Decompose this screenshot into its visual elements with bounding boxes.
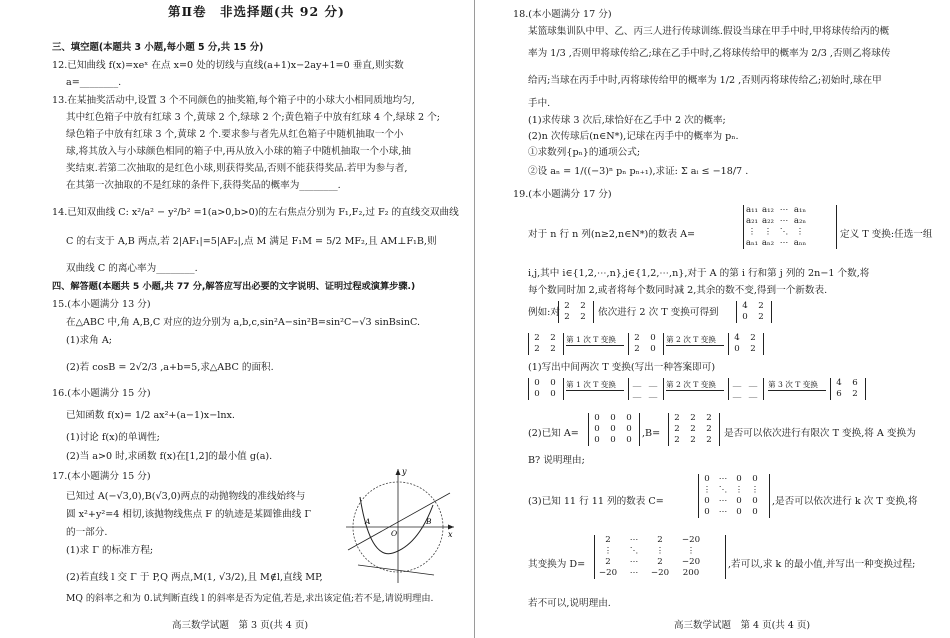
p1-blank-2[interactable]: __ __ __ __ xyxy=(728,378,764,400)
q19-def3: i,j,其中 i∈{1,2,⋯,n},j∈{1,2,⋯,n},对于 A 的第 i 行和第 j 列的 2n−1 个数,将 xyxy=(528,268,870,279)
q13-line4: 球,将其放入与小球颜色相同的箱子中,再从放入小球的箱子中随机抽取一个小球,抽 xyxy=(66,146,411,157)
chain-m2: 2 0 2 0 xyxy=(628,333,664,355)
p1-arrow-1 xyxy=(566,390,624,391)
q19-header: 19.(本小题满分 17 分) xyxy=(513,189,612,200)
q18-line4: 手中. xyxy=(528,98,551,109)
example-matrix-result: 4 2 0 2 xyxy=(736,301,772,323)
q17-stem1: 已知过 A(−√3,0),B(√3,0)两点的动抛物线的准线始终与 xyxy=(66,491,306,502)
q17-figure xyxy=(338,465,458,585)
q13-line2: 其中红色箱子中放有红球 3 个,黄球 2 个,绿球 2 个;黄色箱子中放有红球 4 个,绿球 2 个; xyxy=(66,112,441,123)
arrow-label-2: 第 2 次 T 变换 xyxy=(666,335,716,344)
q17-stem3: 的一部分. xyxy=(66,527,108,538)
q18-part2: (2)n 次传球后(n∈N*),记球在丙手中的概率为 pₙ. xyxy=(528,131,739,142)
q19-part2-d: B? 说明理由; xyxy=(528,455,585,466)
p1-arrow-2 xyxy=(666,390,724,391)
q19-def1: 对于 n 行 n 列(n≥2,n∈N*)的数表 A= xyxy=(528,229,696,240)
q13-line3: 绿色箱子中放有红球 3 个,黄球 2 个.要求参与者先从红色箱子中随机抽取一个小 xyxy=(66,129,404,140)
q12-line2: a=________. xyxy=(66,77,122,88)
q19-part3-e: 若不可以,说明理由. xyxy=(528,598,611,609)
section-title: 第Ⅱ卷 非选择题(共 92 分) xyxy=(168,4,345,19)
q14-line2: C 的右支于 A,B 两点,若 2|AF₁|=5|AF₂|,点 M 满足 F₁M = 5/2 MF₂,且 AM⊥F₁B,则 xyxy=(66,236,437,247)
matrix-c: 0 ⋯ 0 0 ⋮ ⋱ ⋮ ⋮ 0 ⋯ 0 0 0 ⋯ 0 0 xyxy=(698,474,770,518)
p1-arrow-label-2: 第 2 次 T 变换 xyxy=(666,380,716,389)
chain-m3: 4 2 0 2 xyxy=(728,333,764,355)
page4-footer: 高三数学试题 第 4 页(共 4 页) xyxy=(674,620,811,631)
q15-header: 15.(本小题满分 13 分) xyxy=(52,299,151,310)
q19-def4: 每个数同时加 2,或者将每个数同时减 2,其余的数不变,得到一个新数表. xyxy=(528,285,828,296)
line-l xyxy=(348,493,450,550)
q12-line1: 12.已知曲线 f(x)=xeˣ 在点 x=0 处的切线与直线(a+1)x−2ay+1=0 垂直,则实数 xyxy=(52,60,404,71)
q17-part2: (2)若直线 l 交 Γ 于 P,Q 两点,M(1, √3/2),且 M∉l,直线 MP, xyxy=(66,572,323,583)
q18-line2: 率为 1/3 ,否则甲将球传给乙;球在乙手中时,乙将球传给甲的概率为 2/3 ,否则乙将球传 xyxy=(528,48,891,59)
q18-line3: 给丙;当球在丙手中时,丙将球传给甲的概率为 1/2 ,否则丙将球传给乙;初始时,球在甲 xyxy=(528,75,882,86)
q19-part2-b: ,B= xyxy=(642,428,661,439)
arrow-2 xyxy=(666,345,724,346)
label-o: O xyxy=(391,529,398,538)
part3-header: 三、填空题(本题共 3 小题,每小题 5 分,共 15 分) xyxy=(52,42,264,53)
p1-blank-1[interactable]: __ __ __ __ xyxy=(628,378,664,400)
p1-arrow-3 xyxy=(768,390,826,391)
chain-m1: 2 2 2 2 xyxy=(528,333,564,355)
q19-part3-a: (3)已知 11 行 11 列的数表 C= xyxy=(528,496,664,507)
label-b: B xyxy=(426,517,432,526)
p1-m-end: 4 6 6 2 xyxy=(830,378,866,400)
q13-line5: 奖结束.若第二次抽取的是红色小球,则获得奖品,否则不能获得奖品.若甲为参与者, xyxy=(66,163,408,174)
q19-def2: 定义 T 变换:任选一组 xyxy=(840,229,933,240)
matrix-b: 2 2 2 2 2 2 2 2 2 xyxy=(668,413,720,446)
x-axis-arrow-icon xyxy=(448,525,454,530)
q18-part2-2: ②设 aₙ = 1/((−3)ⁿ pₙ pₙ₊₁),求证: Σ aᵢ ≤ −18/7 . xyxy=(528,166,749,177)
q15-stem: 在△ABC 中,角 A,B,C 对应的边分别为 a,b,c,sin²A−sin²B=sin²C−√3 sinBsinC. xyxy=(66,317,421,328)
q17-part2b: MQ 的斜率之和为 0.试判断直线 l 的斜率是否为定值,若是,求出该定值;若不是,请说明理由. xyxy=(66,593,434,604)
part4-header: 四、解答题(本题共 5 小题,共 77 分,解答应写出必要的文字说明、证明过程或演算步骤.) xyxy=(52,281,416,292)
q17-stem2: 圆 x²+y²=4 相切,该抛物线焦点 F 的轨迹是某圆锥曲线 Γ xyxy=(66,509,312,520)
q17-header: 17.(本小题满分 15 分) xyxy=(52,471,151,482)
arrow-1 xyxy=(566,345,624,346)
q14-line1: 14.已知双曲线 C: x²/a² − y²/b² =1(a>0,b>0)的左右焦点分别为 F₁,F₂,过 F₂ 的直线交双曲线 xyxy=(52,207,459,218)
q19-part1: (1)写出中间两次 T 变换(写出一种答案即可) xyxy=(528,362,716,373)
p1-m1: 0 0 0 0 xyxy=(528,378,564,400)
q16-part1: (1)讨论 f(x)的单调性; xyxy=(66,432,160,443)
q16-stem: 已知函数 f(x)= 1/2 ax²+(a−1)x−lnx. xyxy=(66,410,235,421)
q19-part2-c: 是否可以依次进行有限次 T 变换,将 A 变换为 xyxy=(724,428,916,439)
q13-line6: 在其第一次抽取的不是红球的条件下,获得奖品的概率为________. xyxy=(66,180,341,191)
q18-part2-1: ①求数列{pₙ}的通项公式; xyxy=(528,147,641,158)
label-a: A xyxy=(365,517,371,526)
q16-part2: (2)当 a>0 时,求函数 f(x)在[1,2]的最小值 g(a). xyxy=(66,451,273,462)
q18-line1: 某篮球集训队中甲、乙、丙三人进行传球训练.假设当球在甲手中时,甲将球传给丙的概 xyxy=(528,26,890,37)
q19-part3-d: ,若可以,求 k 的最小值,并写出一种变换过程; xyxy=(728,559,916,570)
label-x: x xyxy=(448,530,453,539)
matrix-a-general: a₁₁ a₁₂ ⋯ a₁ₙ a₂₁ a₂₂ ⋯ a₂ₙ ⋮ ⋮ ⋱ ⋮ aₙ₁ aₙ₂ ⋯ aₙₙ xyxy=(743,205,837,249)
q19-example1: 例如:对 xyxy=(528,307,561,318)
q16-header: 16.(本小题满分 15 分) xyxy=(52,388,151,399)
q18-part1: (1)求传球 3 次后,球恰好在乙手中 2 次的概率; xyxy=(528,115,726,126)
q19-part3-c: 其变换为 D= xyxy=(528,559,586,570)
label-y: y xyxy=(402,467,407,476)
page-4 xyxy=(478,0,950,638)
q17-part1: (1)求 Γ 的标准方程; xyxy=(66,545,154,556)
matrix-d: 2 ⋯ 2 −20 ⋮ ⋱ ⋮ ⋮ 2 ⋯ 2 −20 −20 ⋯ −20 200 xyxy=(594,535,726,579)
q19-part3-b: ,是否可以依次进行 k 次 T 变换,将 xyxy=(772,496,918,507)
example-matrix-start: 2 2 2 2 xyxy=(558,301,594,323)
arrow-label-1: 第 1 次 T 变换 xyxy=(566,335,616,344)
q14-line3: 双曲线 C 的离心率为________. xyxy=(66,263,198,274)
q15-part1: (1)求角 A; xyxy=(66,335,112,346)
p1-arrow-label-3: 第 3 次 T 变换 xyxy=(768,380,818,389)
q19-example2: 依次进行 2 次 T 变换可得到 xyxy=(598,307,719,318)
q15-part2: (2)若 cosB = 2√2/3 ,a+b=5,求△ABC 的面积. xyxy=(66,362,274,373)
page3-footer: 高三数学试题 第 3 页(共 4 页) xyxy=(172,620,309,631)
y-axis-arrow-icon xyxy=(396,469,401,475)
directrix xyxy=(358,565,434,575)
q18-header: 18.(本小题满分 17 分) xyxy=(513,9,612,20)
q13-line1: 13.在某抽奖活动中,设置 3 个不同颜色的抽奖箱,每个箱子中的小球大小相同质地均匀, xyxy=(52,95,415,106)
q19-part2-a: (2)已知 A= xyxy=(528,428,579,439)
parabola xyxy=(360,497,433,554)
p1-arrow-label-1: 第 1 次 T 变换 xyxy=(566,380,616,389)
matrix-a: 0 0 0 0 0 0 0 0 0 xyxy=(588,413,640,446)
